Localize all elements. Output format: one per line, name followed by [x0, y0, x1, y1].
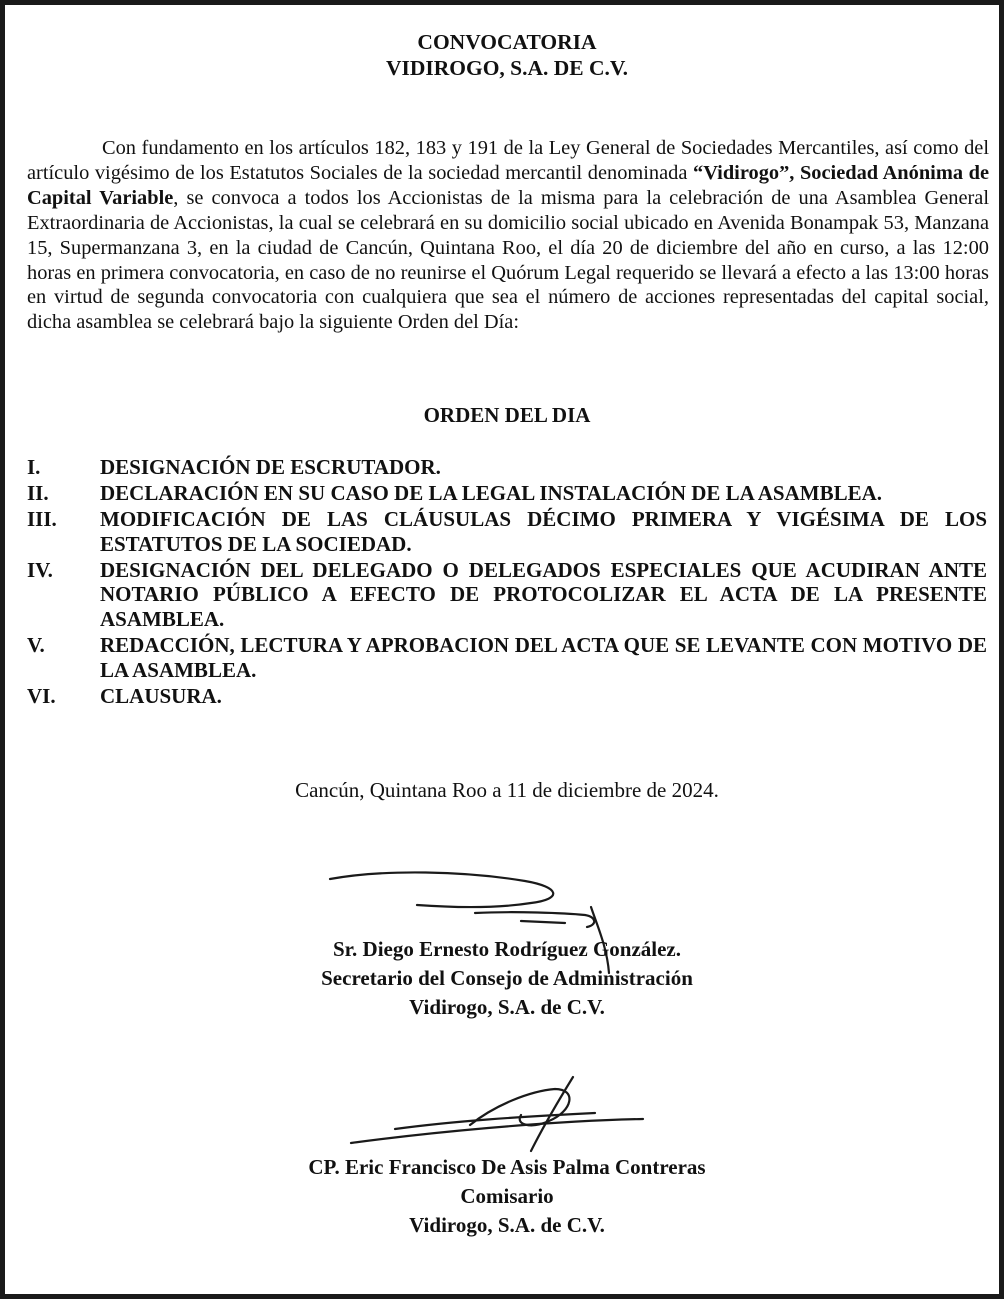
signer-block-secretary: [5, 935, 1004, 1022]
agenda-item-number: VI.: [27, 683, 56, 708]
agenda-item: [27, 481, 987, 506]
agenda-item: [27, 558, 987, 632]
signer-role: Secretario del Consejo de Administración: [321, 966, 693, 990]
agenda-item-number: III.: [27, 507, 57, 532]
signer-name: Sr. Diego Ernesto Rodríguez González.: [332, 937, 682, 961]
signer-name: CP. Eric Francisco De Asis Palma Contreras: [308, 1155, 706, 1179]
company-heading: VIDIROGO, S.A. DE C.V.: [385, 56, 629, 80]
agenda-item: [27, 684, 987, 709]
agenda-item-text: DECLARACIÓN EN SU CASO DE LA LEGAL INSTALACIÓN DE LA ASAMBLEA.: [100, 481, 883, 506]
agenda-list: [27, 455, 987, 710]
agenda-item-number: I.: [27, 455, 41, 479]
signer-company: Vidirogo, S.A. de C.V.: [409, 1213, 605, 1237]
signer-block-comisario: [5, 1153, 1004, 1240]
intro-paragraph: [27, 136, 989, 335]
agenda-item-number: IV.: [27, 557, 53, 582]
agenda-item-text: MODIFICACIÓN DE LAS CLÁUSULAS DÉCIMO PRIMERA Y VIGÉSIMA DE LOS ESTATUTOS DE LA SOCIEDAD.: [100, 507, 987, 556]
agenda-item: [27, 507, 987, 556]
signer-role: Comisario: [460, 1184, 554, 1208]
document-header: [5, 29, 1004, 81]
agenda-item-text: DESIGNACIÓN DEL DELEGADO O DELEGADOS ESPECIALES QUE ACUDIRAN ANTE NOTARIO PÚBLICO A EFECTO DE PROTOCOLIZAR EL ACTA DE LA PRESENTE ASAMBLEA.: [100, 557, 987, 632]
signer-company: Vidirogo, S.A. de C.V.: [409, 995, 605, 1019]
agenda-item: [27, 455, 987, 480]
agenda-heading: ORDEN DEL DIA: [423, 403, 591, 427]
intro-company-name: “Vidirogo”, Sociedad Anónima de Capital Variable: [27, 161, 989, 209]
agenda-item-number: II.: [27, 481, 49, 506]
agenda-item-text: DESIGNACIÓN DE ESCRUTADOR.: [100, 455, 441, 479]
agenda-item-text: REDACCIÓN, LECTURA Y APROBACION DEL ACTA QUE SE LEVANTE CON MOTIVO DE LA ASAMBLEA.: [100, 633, 987, 682]
signature-comisario: [345, 1067, 645, 1155]
place-date: Cancún, Quintana Roo a 11 de diciembre de 2024.: [295, 778, 719, 802]
intro-text-1: Con fundamento en los artículos 182, 183 y 191 de la Ley General de Sociedades Mercantiles, así como del artículo vigésimo de los Estatutos Sociales de la sociedad mercantil denominada: [27, 137, 989, 184]
agenda-item-number: V.: [27, 633, 45, 658]
agenda-item: [27, 633, 987, 682]
intro-text-2: , se convoca a todos los Accionistas de la misma para la celebración de una Asamblea General Extraordinaria de Accionistas, la cual se celebrará en su domicilio social ubicado en Avenida Bonampak 53, Manzana 15, Supermanzana 3, en la ciudad de Cancún, Quintana Roo, el día 20 de diciembre del año en curso, a las 12:00 horas en primera convocatoria, en caso de no reunirse el Quórum Legal requerido se llevará a efecto a las 13:00 horas en virtud de segunda convocatoria con cualquiera que sea el número de acciones representadas del capital social, dicha asamblea se celebrará bajo la siguiente Orden del Día:: [27, 186, 989, 334]
agenda-item-text: CLAUSURA.: [100, 683, 222, 708]
document-title: CONVOCATORIA: [417, 30, 597, 54]
